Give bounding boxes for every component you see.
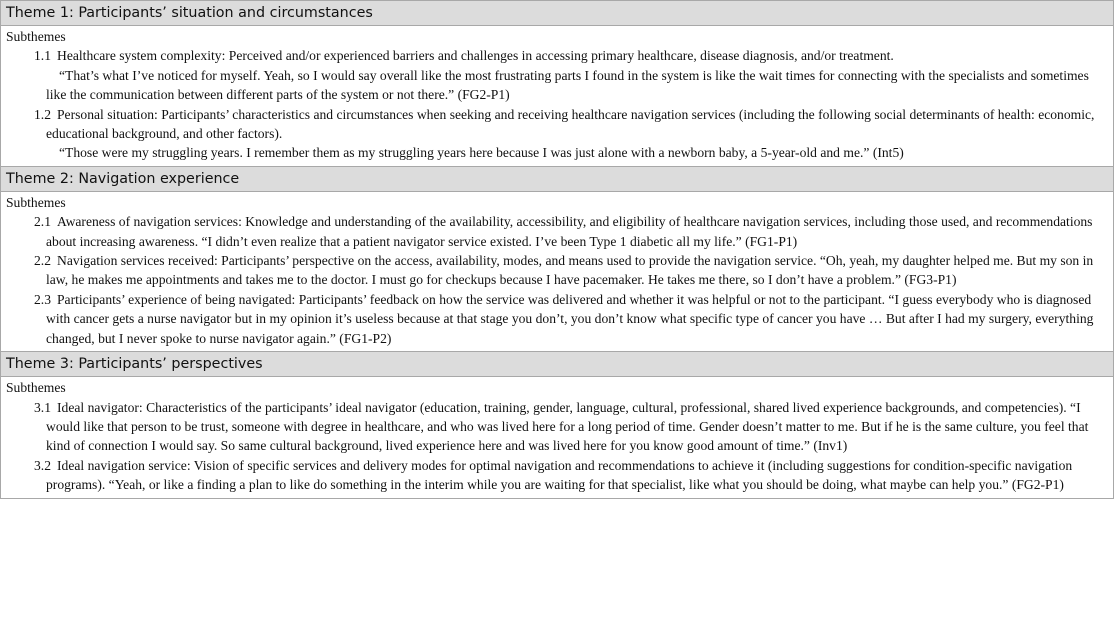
subtheme-1-2 xyxy=(6,105,1107,144)
subtheme-number: 1.1 xyxy=(34,48,51,64)
subthemes-label: Subthemes xyxy=(6,29,66,44)
subtheme-text: Ideal navigator: Characteristics of the participants’ ideal navigator (education, training, gender, language, cultural, professional, shared lived experience backgrounds, and competencies). “I would like that person to be trust, someone with degree in healthcare, and who was lived here for a long period of time. Gender doesn’t matter to me. But if he is the same culture, you feel that kind of connection I would say. So same cultural background, lived experience here and was lived here for you know good amount of time.” (Inv1) xyxy=(46,399,1089,454)
subtheme-3-1 xyxy=(6,398,1107,456)
subtheme-number: 2.1 xyxy=(34,214,51,230)
subtheme-number: 3.1 xyxy=(34,399,51,415)
subthemes-label: Subthemes xyxy=(6,194,66,210)
subthemes-label: Subthemes xyxy=(6,380,66,396)
subtheme-number: 3.2 xyxy=(34,457,51,473)
theme-3-header: Theme 3: Participants’ perspectives xyxy=(1,351,1113,377)
subtheme-2-1 xyxy=(6,212,1107,251)
subtheme-text: Healthcare system complexity: Perceived and/or experienced barriers and challenges in accessing primary healthcare, disease diagnosis, and/or treatment. xyxy=(57,48,894,64)
theme-1-body xyxy=(1,26,1113,166)
subtheme-number: 2.2 xyxy=(34,253,51,269)
subtheme-2-3 xyxy=(6,290,1107,348)
theme-1-header: Theme 1: Participants’ situation and circumstances xyxy=(1,1,1113,26)
subtheme-1-1 xyxy=(6,46,1107,65)
subtheme-2-2 xyxy=(6,251,1107,290)
subtheme-text: Awareness of navigation services: Knowledge and understanding of the availability, accessibility, and eligibility of healthcare navigation services, including those used, and recommendations about increasing awareness. “I didn’t even realize that a patient navigator service existed. I’ve been Type 1 diabetic all my life.” (FG1-P1) xyxy=(46,214,1093,249)
subtheme-number: 2.3 xyxy=(34,291,51,307)
subtheme-quote: “That’s what I’ve noticed for myself. Yeah, so I would say overall like the most frustrating parts I found in the system is like the wait times for connecting with the specialists and sometimes like the communication between different parts of the system or not there.” (FG2-P1) xyxy=(46,67,1089,103)
subtheme-text: Personal situation: Participants’ characteristics and circumstances when seeking and receiving healthcare navigation services (including the following social determinants of health: economic, educational background, and other factors). xyxy=(46,106,1095,142)
subtheme-3-2 xyxy=(6,456,1107,495)
subtheme-text: Navigation services received: Participants’ perspective on the access, availability, modes, and means used to provide the navigation service. “Oh, yeah, my daughter helped me. But my son in law, he makes me appointments and takes me to the doctor. I must go for checkups because I have pacemaker. He takes me there, so I don’t have a problem.” (FG3-P1) xyxy=(46,253,1094,288)
theme-2-body xyxy=(1,192,1113,351)
subtheme-text: Participants’ experience of being navigated: Participants’ feedback on how the service was delivered and whether it was helpful or not to the participant. “I guess everybody who is diagnosed with cancer gets a nurse navigator but in my opinion it’s useless because at that stage you don’t, you don’t know what specific type of cancer you have … But after I had my surgery, everything changed, but I never spoke to nurse navigator again.” (FG1-P2) xyxy=(46,291,1094,346)
subtheme-text: Ideal navigation service: Vision of specific services and delivery modes for optimal navigation and recommendations to achieve it (including suggestions for condition-specific navigation programs). “Yeah, or like a finding a plan to like do something in the interim while you are waiting for that specialist, like what you should be doing, what maybe can help you.” (FG2-P1) xyxy=(46,457,1073,493)
theme-2-header: Theme 2: Navigation experience xyxy=(1,166,1113,192)
subtheme-quote: “Those were my struggling years. I remember them as my struggling years here because I was just alone with a newborn baby, a 5-year-old and me.” (Int5) xyxy=(59,145,904,161)
subtheme-number: 1.2 xyxy=(34,106,51,122)
theme-3-body xyxy=(1,377,1113,497)
